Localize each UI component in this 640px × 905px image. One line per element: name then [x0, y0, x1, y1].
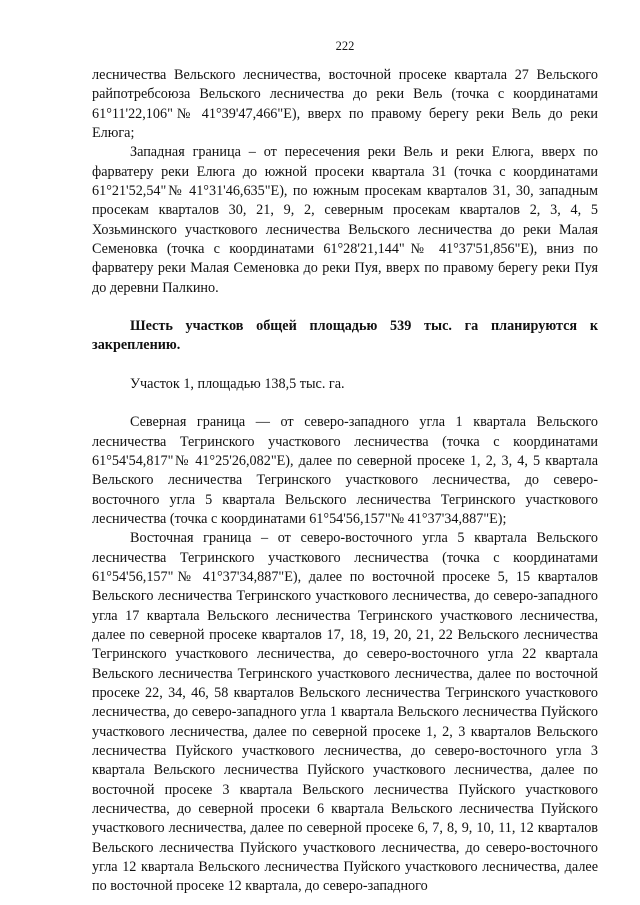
paragraph-east-boundary: Восточная граница – от северо-восточного угла 5 квартала Вельского лесничества Тегринского участкового лесничества (точка с координатами 61°54'56,157"№ 41°37'34,887"E), далее по восточной просеке 5, 15 кварталов Вельского лесничества Тегринского участкового лесничества, до северо-западного угла 17 квартала Вельского лесничества Тегринского участкового лесничества, далее по северной просеке кварталов 17, 18, 19, 20, 21, 22 Вельского лесничества Тегринского участкового лесничества, до северо-восточного угла 22 квартала Вельского лесничества Тегринского участкового лесничества, далее по восточной просеке 22, 34, 46, 58 кварталов Вельского лесничества Тегринского участкового лесничества, до северо-западного угла 1 квартала Вельского лесничества Пуйского участкового лесничества, далее по северной просеке 1, 2, 3 кварталов Вельского лесничества Пуйского участкового лесничества, до северо-восточного угла 3 квартала Вельского лесничества Пуйского участкового лесничества, далее по восточной просеке 3 квартала Вельского лесничества Пуйского участкового лесничества, до северной просеки 6 квартала Вельского лесничества Пуйского участкового лесничества, далее по северной просеке 6, 7, 8, 9, 10, 11, 12 кварталов Вельского лесничества Пуйского участкового лесничества, до северо-восточного угла 12 квартала Вельского лесничества Пуйского участкового лесничества, далее по восточной просеке 12 квартала, до северо-западного: [92, 530, 598, 895]
paragraph-spacer: [92, 356, 598, 375]
paragraph-spacer: [92, 298, 598, 317]
plot-title: Участок 1, площадью 138,5 тыс. га.: [130, 375, 345, 392]
paragraph-spacer: [92, 394, 598, 413]
page-number: 222: [335, 39, 355, 53]
section-heading: Шесть участков общей площадью 539 тыс. га планируются к закреплению.: [92, 318, 598, 354]
paragraph-continuation: лесничества Вельского лесничества, восточной просеке квартала 27 Вельского райпотребсоюза Вельского лесничества до реки Вель (точка с координатами 61°11'22,106"№ 41°39'47,466"E), вверх по правому берегу реки Вель до реки Елюга;: [92, 67, 598, 142]
paragraph-north-boundary: Северная граница — от северо-западного угла 1 квартала Вельского лесничества Тегринского участкового лесничества (точка с координатами 61°54'54,817"№ 41°25'26,082"E), далее по северной просеке 1, 2, 3, 4, 5 квартала Вельского лесничества Тегринского участкового лесничества, до северо-восточного угла 5 квартала Вельского лесничества Тегринского участкового лесничества (точка с координатами 61°54'56,157"№ 41°37'34,887"E);: [92, 414, 598, 527]
document-page: [92, 38, 598, 897]
paragraph-west-boundary: Западная граница – от пересечения реки Вель и реки Елюга, вверх по фарватеру реки Елюга до южной просеки квартала 31 (точка с координатами 61°21'52,54"№ 41°31'46,635"E), по южным просекам кварталов 31, 30, западным просекам кварталов 30, 21, 9, 2, северным просекам кварталов 2, 3, 4, 5 Хозьминского участкового лесничества Вельского лесничества до реки Малая Семеновка (точка с координатами 61°28'21,144"№ 41°37'51,856"E), вниз по фарватеру реки Малая Семеновка до реки Пуя, вверх по правому берегу реки Пуя до деревни Палкино.: [92, 144, 598, 296]
